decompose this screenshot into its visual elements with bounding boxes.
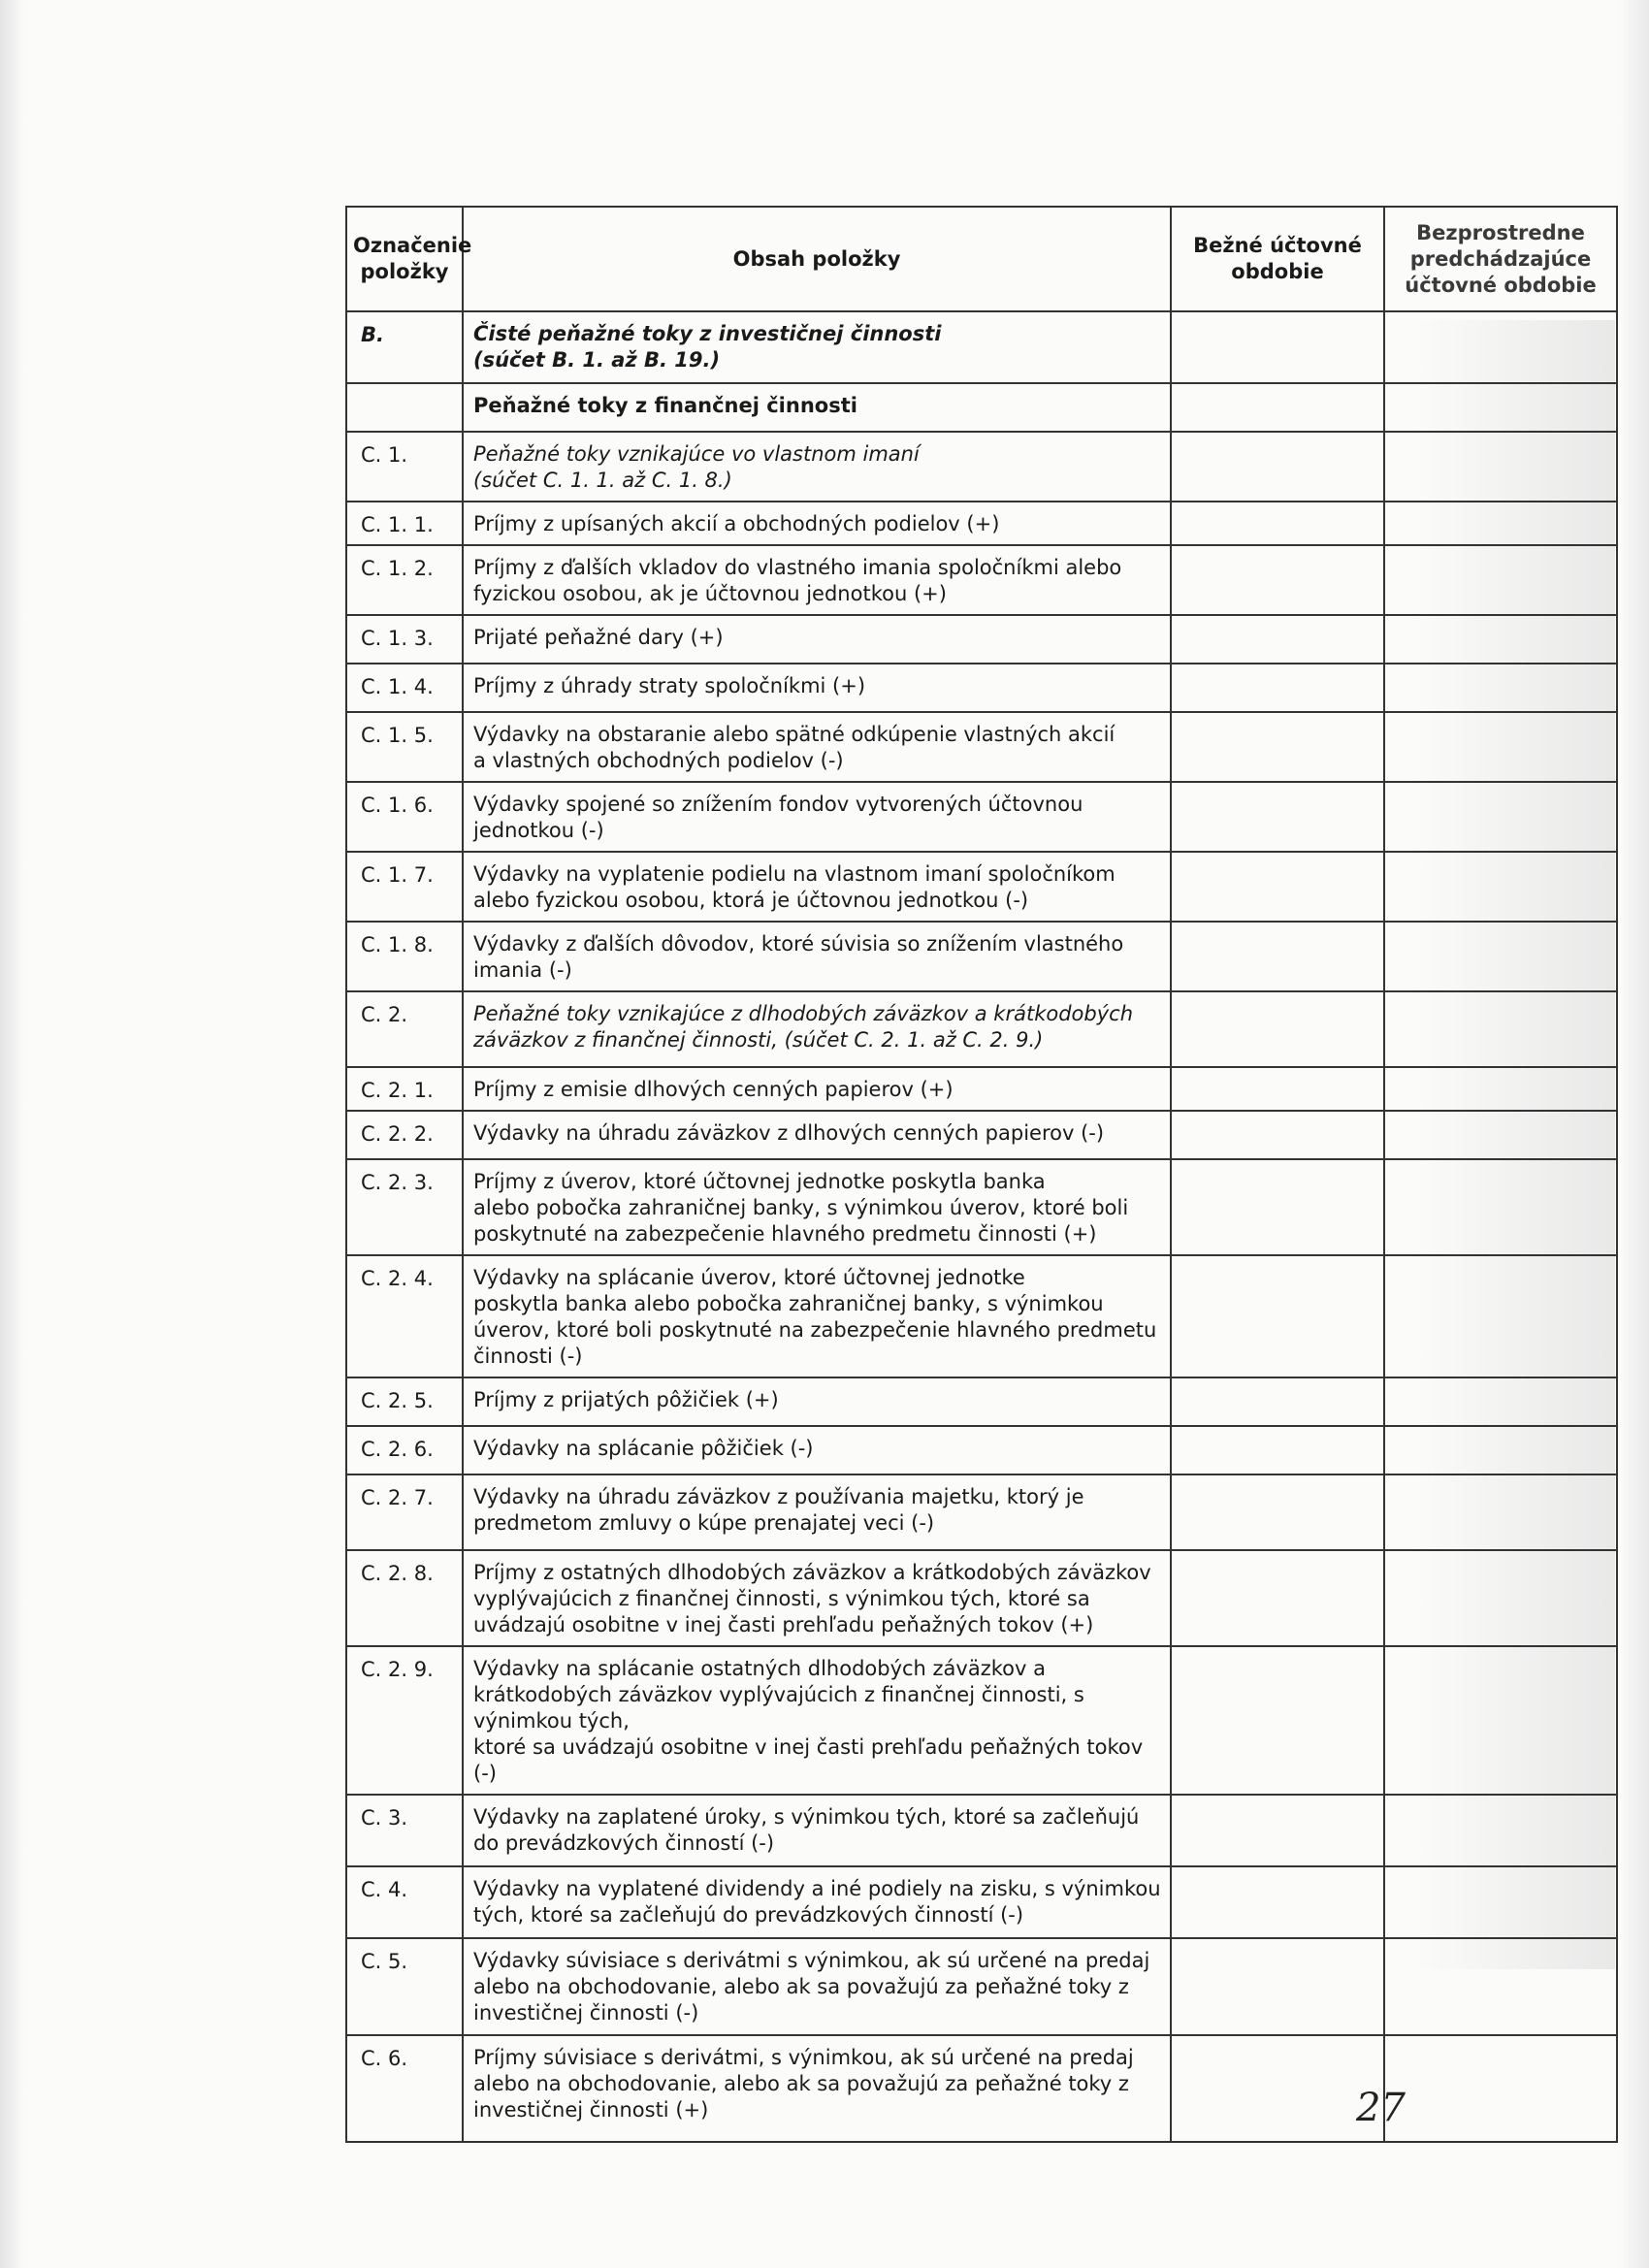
row-code: C. 5.: [346, 1938, 463, 2035]
row-content: [463, 1255, 1171, 1377]
row-content-line: Príjmy z upísaných akcií a obchodných podielov (+): [473, 512, 1000, 535]
row-code: C. 1. 1.: [346, 502, 463, 545]
row-content-line: poskytla banka alebo pobočka zahraničnej banky, s výnimkou úverov, ktoré boli poskytnuté na zabezpečenie hlavného predmetu činnosti (-): [473, 1292, 1157, 1368]
row-code: C. 2. 9.: [346, 1646, 463, 1795]
row-current-value: [1171, 1255, 1384, 1377]
row-previous-value: [1384, 1938, 1617, 2035]
row-content-line: Príjmy z ostatných dlhodobých záväzkov a krátkodobých záväzkov vyplývajúcich z finančnej činnosti, s výnimkou tých, ktoré sa uvádzajú osobitne v inej časti prehľadu peňažných tokov (+): [473, 1561, 1151, 1636]
table-row: [346, 852, 1617, 922]
row-previous-value: [1384, 852, 1617, 922]
table-row: [346, 664, 1617, 712]
row-content-line: Výdavky na úhradu záväzkov z dlhových cenných papierov (-): [473, 1121, 1105, 1145]
row-previous-value: [1384, 712, 1617, 782]
row-content-line: Výdavky z ďalších dôvodov, ktoré súvisia so znížením vlastného imania (-): [473, 932, 1124, 982]
row-content-line: Príjmy z ďalších vkladov do vlastného imania spoločníkmi alebo fyzickou osobou, ak je účtovnou jednotkou (+): [473, 556, 1122, 605]
header-current-period: Bežné účtovné obdobie: [1171, 207, 1384, 311]
row-current-value: [1171, 991, 1384, 1067]
row-content-line: Výdavky na úhradu záväzkov z používania majetku, ktorý je predmetom zmluvy o kúpe prenajatej veci (-): [473, 1485, 1084, 1535]
cash-flow-table: [345, 206, 1618, 2143]
row-current-value: [1171, 1377, 1384, 1426]
row-previous-value: [1384, 664, 1617, 712]
scan-right-edge: [1620, 0, 1649, 2268]
row-previous-value: [1384, 1550, 1617, 1646]
row-content-line: Výdavky spojené so znížením fondov vytvorených účtovnou jednotkou (-): [473, 793, 1083, 842]
row-content: [463, 1067, 1171, 1111]
scan-left-edge: [0, 0, 25, 2268]
row-content-line: Príjmy z emisie dlhových cenných papierov (+): [473, 1078, 954, 1101]
row-content-line: Výdavky na vyplatenie podielu na vlastnom imaní spoločníkom alebo fyzickou osobou, ktorá je účtovnou jednotkou (-): [473, 862, 1116, 912]
table-row: [346, 1426, 1617, 1474]
page-number: 27: [1356, 2086, 1406, 2130]
table-row: [346, 1111, 1617, 1159]
table-row: [346, 432, 1617, 502]
row-previous-value: [1384, 1377, 1617, 1426]
row-content-line: alebo na obchodovanie, alebo ak sa považujú za peňažné toky z investičnej činnosti (+): [473, 2072, 1129, 2122]
table-row: [346, 782, 1617, 852]
row-content: [463, 1426, 1171, 1474]
row-current-value: [1171, 615, 1384, 664]
table-row: [346, 1255, 1617, 1377]
row-content: [463, 782, 1171, 852]
row-content: [463, 1377, 1171, 1426]
row-current-value: [1171, 1646, 1384, 1795]
row-current-value: [1171, 1111, 1384, 1159]
table-row: [346, 311, 1617, 383]
row-content-line: Peňažné toky vznikajúce vo vlastnom imaní: [473, 442, 920, 466]
row-content-line: Výdavky na splácanie ostatných dlhodobých záväzkov a krátkodobých záväzkov vyplývajúcich z finančnej činnosti, s výnimkou tých,: [473, 1657, 1084, 1733]
row-content-line: (súčet C. 1. 1. až C. 1. 8.): [473, 469, 732, 492]
row-content-line: Výdavky na zaplatené úroky, s výnimkou tých, ktoré sa začleňujú: [473, 1805, 1140, 1829]
row-code: [346, 383, 463, 432]
row-content-line: Peňažné toky vznikajúce z dlhodobých záväzkov a krátkodobých záväzkov z finančnej činnosti, (súčet C. 2. 1. až C. 2. 9.): [473, 1002, 1133, 1052]
table-row: [346, 1377, 1617, 1426]
row-code: C. 3.: [346, 1795, 463, 1866]
row-code: C. 1. 6.: [346, 782, 463, 852]
row-code: C. 2. 5.: [346, 1377, 463, 1426]
row-content: [463, 664, 1171, 712]
row-code: C. 2. 4.: [346, 1255, 463, 1377]
row-previous-value: [1384, 311, 1617, 383]
row-previous-value: [1384, 432, 1617, 502]
row-content-line: do prevádzkových činností (-): [473, 1831, 775, 1855]
table-row: [346, 1474, 1617, 1550]
row-content-line: Výdavky na splácanie pôžičiek (-): [473, 1437, 814, 1460]
row-code: C. 1. 7.: [346, 852, 463, 922]
table-row: [346, 991, 1617, 1067]
table-row: [346, 1646, 1617, 1795]
row-previous-value: [1384, 1646, 1617, 1795]
row-content: [463, 712, 1171, 782]
row-content-line: Výdavky na vyplatené dividendy a iné podiely na zisku, s výnimkou tých, ktoré sa začleňujú do prevádzkových činností (-): [473, 1877, 1161, 1927]
table-row: [346, 545, 1617, 615]
row-content: [463, 545, 1171, 615]
row-content: [463, 1159, 1171, 1255]
row-code: C. 6.: [346, 2035, 463, 2142]
row-code: C. 4.: [346, 1866, 463, 1938]
row-code: C. 2. 7.: [346, 1474, 463, 1550]
row-content-line: (súčet B. 1. až B. 19.): [473, 348, 721, 372]
row-current-value: [1171, 432, 1384, 502]
row-code: C. 1. 3.: [346, 615, 463, 664]
row-code: C. 2. 6.: [346, 1426, 463, 1474]
table-row: [346, 1159, 1617, 1255]
row-content-line: Výdavky na obstaranie alebo spätné odkúpenie vlastných akcií: [473, 723, 1116, 746]
row-current-value: [1171, 1159, 1384, 1255]
table-row: [346, 383, 1617, 432]
row-content: [463, 1795, 1171, 1866]
row-content-line: Výdavky súvisiace s derivátmi s výnimkou, ak sú určené na predaj alebo na obchodovanie, alebo ak sa považujú za peňažné toky z investičnej činnosti (-): [473, 1949, 1150, 2025]
row-current-value: [1171, 1795, 1384, 1866]
table-row: [346, 1866, 1617, 1938]
row-previous-value: [1384, 782, 1617, 852]
row-content: [463, 852, 1171, 922]
header-previous-period: Bezprostredne predchádzajúce účtovné obdobie: [1384, 207, 1617, 311]
row-current-value: [1171, 1426, 1384, 1474]
table-row: [346, 2035, 1617, 2142]
row-content: [463, 1866, 1171, 1938]
row-current-value: [1171, 2035, 1384, 2142]
row-current-value: [1171, 1938, 1384, 2035]
row-previous-value: [1384, 1255, 1617, 1377]
row-previous-value: [1384, 1067, 1617, 1111]
row-current-value: [1171, 545, 1384, 615]
row-code: B.: [346, 311, 463, 383]
row-previous-value: [1384, 545, 1617, 615]
row-code: C. 1. 5.: [346, 712, 463, 782]
row-content-line: ktoré sa uvádzajú osobitne v inej časti prehľadu peňažných tokov (-): [473, 1735, 1144, 1785]
row-current-value: [1171, 852, 1384, 922]
table-row: [346, 1067, 1617, 1111]
row-content-line: Príjmy súvisiace s derivátmi, s výnimkou, ak sú určené na predaj: [473, 2046, 1134, 2069]
row-code: C. 1. 8.: [346, 922, 463, 991]
header-content: Obsah položky: [463, 207, 1171, 311]
row-code: C. 2. 8.: [346, 1550, 463, 1646]
row-code: C. 2. 2.: [346, 1111, 463, 1159]
row-content: [463, 432, 1171, 502]
row-previous-value: [1384, 2035, 1617, 2142]
row-content: [463, 1646, 1171, 1795]
row-content: [463, 1111, 1171, 1159]
row-previous-value: [1384, 1111, 1617, 1159]
row-current-value: [1171, 782, 1384, 852]
row-content: [463, 383, 1171, 432]
row-content-line: Výdavky na splácanie úverov, ktoré účtovnej jednotke: [473, 1266, 1025, 1289]
row-code: C. 1.: [346, 432, 463, 502]
row-content: [463, 311, 1171, 383]
row-code: C. 1. 2.: [346, 545, 463, 615]
row-content-line: Čisté peňažné toky z investičnej činnosti: [473, 322, 942, 345]
row-content-line: Príjmy z prijatých pôžičiek (+): [473, 1388, 779, 1411]
table-row: [346, 1550, 1617, 1646]
row-content: [463, 991, 1171, 1067]
row-current-value: [1171, 664, 1384, 712]
row-content: [463, 1938, 1171, 2035]
row-previous-value: [1384, 615, 1617, 664]
row-content-line: Prijaté peňažné dary (+): [473, 626, 724, 649]
row-content-line: Príjmy z úverov, ktoré účtovnej jednotke poskytla banka: [473, 1170, 1046, 1193]
row-current-value: [1171, 1550, 1384, 1646]
row-current-value: [1171, 922, 1384, 991]
row-content-line: Peňažné toky z finančnej činnosti: [473, 394, 857, 417]
row-previous-value: [1384, 922, 1617, 991]
table-row: [346, 922, 1617, 991]
row-code: C. 2. 1.: [346, 1067, 463, 1111]
row-code: C. 2.: [346, 991, 463, 1067]
row-content: [463, 922, 1171, 991]
table-row: [346, 712, 1617, 782]
row-content-line: a vlastných obchodných podielov (-): [473, 749, 844, 772]
row-previous-value: [1384, 1866, 1617, 1938]
header-row: [346, 207, 1617, 311]
row-content: [463, 615, 1171, 664]
table-row: [346, 1795, 1617, 1866]
row-previous-value: [1384, 1474, 1617, 1550]
row-previous-value: [1384, 1159, 1617, 1255]
row-content: [463, 1550, 1171, 1646]
table-row: [346, 615, 1617, 664]
row-previous-value: [1384, 502, 1617, 545]
row-current-value: [1171, 712, 1384, 782]
row-content: [463, 1474, 1171, 1550]
table-row: [346, 1938, 1617, 2035]
row-content-line: Príjmy z úhrady straty spoločníkmi (+): [473, 674, 866, 697]
row-content-line: alebo pobočka zahraničnej banky, s výnimkou úverov, ktoré boli poskytnuté na zabezpečenie hlavného predmetu činnosti (+): [473, 1196, 1129, 1246]
table-row: [346, 502, 1617, 545]
header-code: Označenie položky: [346, 207, 463, 311]
row-current-value: [1171, 502, 1384, 545]
row-previous-value: [1384, 1426, 1617, 1474]
row-current-value: [1171, 383, 1384, 432]
row-previous-value: [1384, 991, 1617, 1067]
row-previous-value: [1384, 383, 1617, 432]
row-code: C. 2. 3.: [346, 1159, 463, 1255]
row-content: [463, 502, 1171, 545]
row-current-value: [1171, 1067, 1384, 1111]
row-current-value: [1171, 311, 1384, 383]
row-current-value: [1171, 1474, 1384, 1550]
row-previous-value: [1384, 1795, 1617, 1866]
row-content: [463, 2035, 1171, 2142]
row-current-value: [1171, 1866, 1384, 1938]
row-code: C. 1. 4.: [346, 664, 463, 712]
